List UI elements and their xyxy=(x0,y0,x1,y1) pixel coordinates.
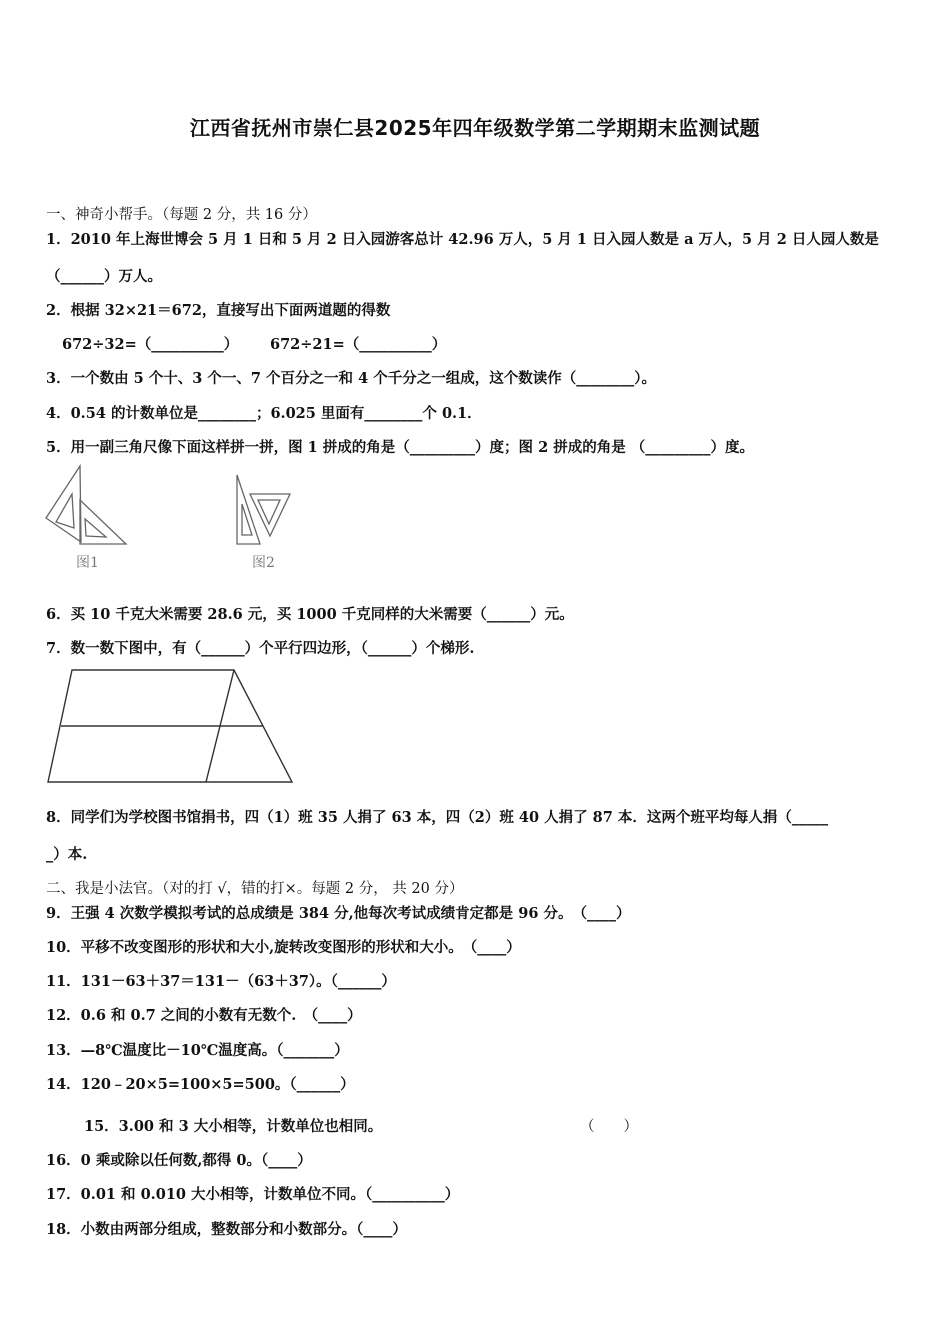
question-12: 12．0.6 和 0.7 之间的小数有无数个. （____） xyxy=(46,1007,362,1024)
question-10: 10．平移不改变图形的形状和大小,旋转改变图形的形状和大小。 （____） xyxy=(46,939,521,956)
question-1: 1．2010 年上海世博会 5 月 1 日和 5 月 2 日入园游客总计 42.96 万人，5 月 1 日入园人数是 a 万人，5 月 2 日人园人数是 xyxy=(46,231,879,248)
question-18: 18．小数由两部分组成，整数部分和小数部分。（____） xyxy=(46,1221,407,1238)
question-5: 5．用一副三角尺像下面这样拼一拼，图 1 拼成的角是（_________）度；图 2 拼成的角是 （_________）度。 xyxy=(46,439,755,456)
section-2-heading: 二、我是小法官。（对的打 √，错的打×。每题 2 分， 共 20 分） xyxy=(46,881,464,897)
parallelogram-trapezoid-figure xyxy=(44,664,296,786)
question-8-continued: _）本. xyxy=(46,846,88,863)
question-15-answer: （ ） xyxy=(580,1119,638,1135)
section-1-heading: 一、神奇小帮手。（每题 2 分，共 16 分） xyxy=(46,207,317,223)
question-2: 2．根据 32×21＝672，直接写出下面两道题的得数 xyxy=(46,302,391,319)
question-16: 16．0 乘或除以任何数,都得 0。（____） xyxy=(46,1152,312,1169)
question-2-sub-2: 672÷21=（__________） xyxy=(270,336,447,353)
question-14: 14．120﹣20×5=100×5=500。（______） xyxy=(46,1076,355,1093)
question-11: 11．131－63＋37＝131－（63＋37）。（______） xyxy=(46,973,396,990)
figure-2-caption: 图2 xyxy=(252,555,275,571)
figure-1-set-squares xyxy=(44,464,134,548)
figure-1-caption: 图1 xyxy=(76,555,99,571)
question-17: 17．0.01 和 0.010 大小相等，计数单位不同。（__________） xyxy=(46,1186,460,1203)
page-title: 江西省抚州市崇仁县2025年四年级数学第二学期期末监测试题 xyxy=(189,116,761,140)
question-6: 6．买 10 千克大米需要 28.6 元，买 1000 千克同样的大米需要（______）元。 xyxy=(46,606,574,623)
question-2-sub-1: 672÷32=（__________） xyxy=(62,336,239,353)
question-15: 15．3.00 和 3 大小相等，计数单位也相同。 xyxy=(84,1118,383,1135)
question-7: 7．数一数下图中，有（______）个平行四边形，（______）个梯形. xyxy=(46,640,475,657)
question-3: 3．一个数由 5 个十、3 个一、7 个百分之一和 4 个千分之一组成，这个数读作（________）。 xyxy=(46,370,656,387)
question-1-continued: （______）万人。 xyxy=(46,268,162,285)
question-9: 9．王强 4 次数学模拟考试的总成绩是 384 分,他每次考试成绩肯定都是 96 分。 （____） xyxy=(46,905,631,922)
figure-2-set-squares xyxy=(232,472,296,548)
question-4: 4．0.54 的计数单位是________；6.025 里面有________个 0.1． xyxy=(46,405,482,422)
question-8: 8．同学们为学校图书馆捐书，四（1）班 35 人捐了 63 本，四（2）班 40 人捐了 87 本．这两个班平均每人捐（_____ xyxy=(46,809,829,826)
question-13: 13．—8℃温度比－10℃温度高。（_______） xyxy=(46,1042,349,1059)
